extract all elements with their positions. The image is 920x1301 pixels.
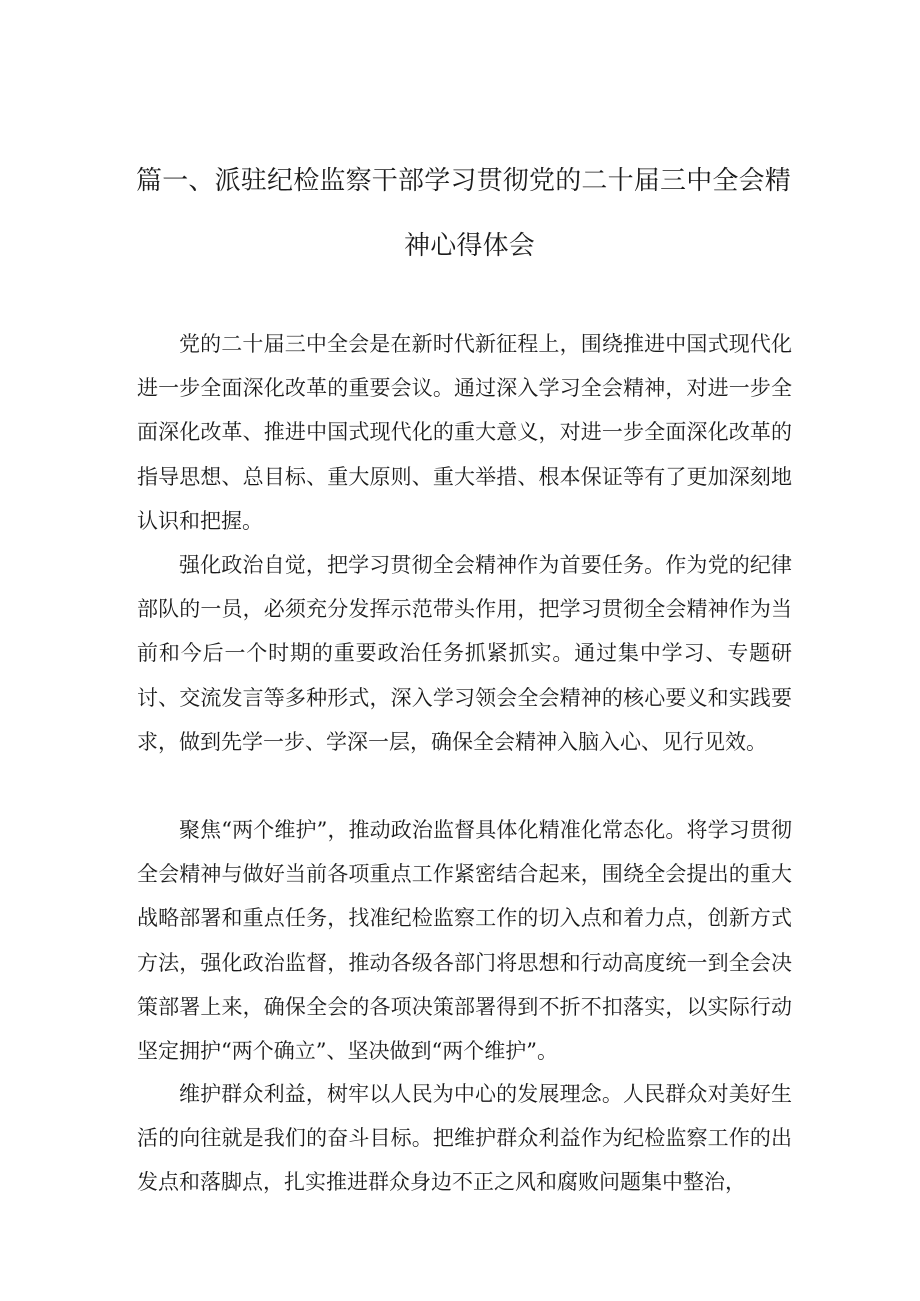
paragraph-2-text: 强化政治自觉，把学习贯彻全会精神作为首要任务。作为党的纪律部队的一员，必须充分发挥示范带头作用，把学习贯彻全会精神作为当前和今后一个时期的重要政治任务抓紧抓实。通过集中学习、专题研讨、交流发言等多种形式，深入学习领会全会精神的核心要义和实践要求，做到先学一步、学深一层，确保全会精神入脑入心、见行见效。 [137,553,792,754]
paragraph-3 [137,808,792,1073]
document-title-line-2: 神心得体会 [404,231,536,261]
paragraph-4 [137,1072,792,1205]
paragraph-1-text: 党的二十届三中全会是在新时代新征程上，围绕推进中国式现代化进一步全面深化改革的重要会议。通过深入学习全会精神，对进一步全面深化改革、推进中国式现代化的重大意义，对进一步全面深化改革的指导思想、总目标、重大原则、重大举措、根本保证等有了更加深刻地认识和把握。 [137,332,792,533]
paragraph-1 [137,322,792,543]
paragraph-3-text: 聚焦“两个维护”，推动政治监督具体化精准化常态化。将学习贯彻全会精神与做好当前各项重点工作紧密结合起来，围绕全会提出的重大战略部署和重点任务，找准纪检监察工作的切入点和着力点，创新方式方法，强化政治监督，推动各级各部门将思想和行动高度统一到全会决策部署上来，确保全会的各项决策部署得到不折不扣落实，以实际行动坚定拥护“两个确立”、坚决做到“两个维护”。 [137,818,792,1064]
paragraph-4-text: 维护群众利益，树牢以人民为中心的发展理念。人民群众对美好生活的向往就是我们的奋斗目标。把维护群众利益作为纪检监察工作的出发点和落脚点，扎实推进群众身边不正之风和腐败问题集中整治， [137,1082,792,1195]
document-title-line-1: 篇一、派驻纪检监察干部学习贯彻党的二十届三中全会精 [136,166,792,196]
paragraph-2 [137,543,792,764]
